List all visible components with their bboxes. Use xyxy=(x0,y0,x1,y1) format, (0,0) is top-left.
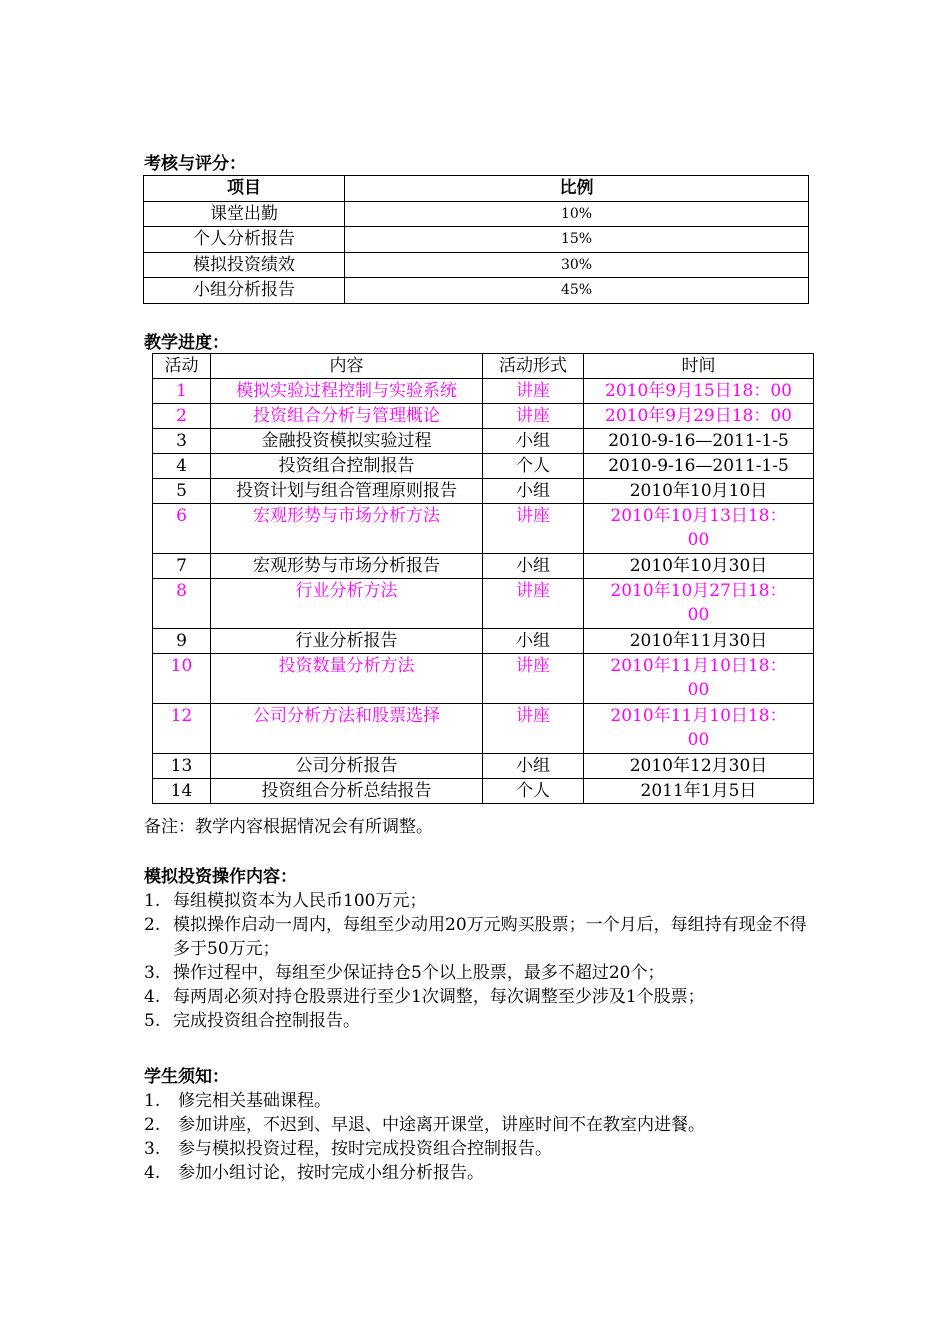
table-row xyxy=(144,227,809,253)
list-item xyxy=(144,1009,814,1033)
table-row xyxy=(153,429,814,454)
list-number: 4. xyxy=(144,1163,161,1183)
schedule-heading: 教学进度： xyxy=(144,333,229,353)
table-row xyxy=(153,754,814,779)
list-text: 参加小组讨论，按时完成小组分析报告。 xyxy=(178,1163,484,1183)
schedule-time: 2010年10月10日 xyxy=(584,479,814,504)
schedule-form: 讲座 xyxy=(483,504,584,554)
schedule-time: 2010年12月30日 xyxy=(584,754,814,779)
schedule-content: 行业分析报告 xyxy=(211,629,483,654)
schedule-form: 个人 xyxy=(483,454,584,479)
list-number: 2. xyxy=(144,915,161,935)
schedule-form: 小组 xyxy=(483,754,584,779)
schedule-form: 讲座 xyxy=(483,654,584,704)
table-row xyxy=(153,654,814,704)
list-item xyxy=(144,889,814,913)
students-heading: 学生须知： xyxy=(144,1067,229,1087)
list-item xyxy=(144,1137,814,1161)
schedule-activity-no: 13 xyxy=(153,754,211,779)
table-row xyxy=(144,201,809,227)
schedule-time: 2010年11月30日 xyxy=(584,629,814,654)
schedule-activity-no: 10 xyxy=(153,654,211,704)
schedule-content: 公司分析方法和股票选择 xyxy=(211,704,483,754)
schedule-header-activity: 活动 xyxy=(153,354,211,379)
list-item xyxy=(144,913,814,961)
schedule-form: 讲座 xyxy=(483,404,584,429)
schedule-form: 讲座 xyxy=(483,704,584,754)
table-row xyxy=(153,479,814,504)
grading-item: 课堂出勤 xyxy=(144,201,345,227)
schedule-time: 2010-9-16—2011-1-5 xyxy=(584,429,814,454)
schedule-form: 个人 xyxy=(483,779,584,804)
grading-item: 模拟投资绩效 xyxy=(144,252,345,278)
students-list xyxy=(144,1089,814,1185)
schedule-content: 宏观形势与市场分析报告 xyxy=(211,554,483,579)
schedule-content: 投资组合分析总结报告 xyxy=(211,779,483,804)
list-item xyxy=(144,1113,814,1137)
table-row xyxy=(153,554,814,579)
schedule-activity-no: 9 xyxy=(153,629,211,654)
grading-heading: 考核与评分： xyxy=(144,154,246,174)
table-row xyxy=(153,779,814,804)
list-text: 参加讲座，不迟到、早退、中途离开课堂，讲座时间不在教室内进餐。 xyxy=(178,1115,705,1135)
schedule-form: 小组 xyxy=(483,629,584,654)
schedule-time: 2010年10月27日18：00 xyxy=(584,579,814,629)
list-text: 参与模拟投资过程，按时完成投资组合控制报告。 xyxy=(178,1139,552,1159)
list-number: 3. xyxy=(144,1139,161,1159)
list-item xyxy=(144,985,814,1009)
schedule-header-form: 活动形式 xyxy=(483,354,584,379)
list-text: 每组模拟资本为人民币100万元； xyxy=(173,891,427,911)
grading-ratio: 15% xyxy=(345,227,809,253)
schedule-content: 投资组合分析与管理概论 xyxy=(211,404,483,429)
grading-item: 个人分析报告 xyxy=(144,227,345,253)
schedule-activity-no: 7 xyxy=(153,554,211,579)
schedule-content: 公司分析报告 xyxy=(211,754,483,779)
grading-header-ratio: 比例 xyxy=(345,176,809,202)
simulation-list xyxy=(144,889,814,1033)
list-text: 模拟操作启动一周内，每组至少动用20万元购买股票；一个月后，每组持有现金不得多于50万元； xyxy=(173,915,807,959)
schedule-header-time: 时间 xyxy=(584,354,814,379)
schedule-time: 2011年1月5日 xyxy=(584,779,814,804)
table-row xyxy=(144,252,809,278)
list-number: 5. xyxy=(144,1011,161,1031)
grading-header-item: 项目 xyxy=(144,176,345,202)
schedule-header-content: 内容 xyxy=(211,354,483,379)
grading-table xyxy=(143,175,809,304)
list-item xyxy=(144,1161,814,1185)
table-row xyxy=(153,404,814,429)
list-number: 1. xyxy=(144,1091,161,1111)
table-row xyxy=(153,454,814,479)
table-row xyxy=(153,579,814,629)
schedule-time: 2010年11月10日18：00 xyxy=(584,704,814,754)
schedule-content: 宏观形势与市场分析方法 xyxy=(211,504,483,554)
table-row xyxy=(153,704,814,754)
schedule-content: 投资计划与组合管理原则报告 xyxy=(211,479,483,504)
schedule-content: 金融投资模拟实验过程 xyxy=(211,429,483,454)
schedule-activity-no: 3 xyxy=(153,429,211,454)
table-row xyxy=(144,278,809,304)
schedule-content: 投资组合控制报告 xyxy=(211,454,483,479)
list-number: 4. xyxy=(144,987,161,1007)
schedule-form: 讲座 xyxy=(483,579,584,629)
schedule-content: 模拟实验过程控制与实验系统 xyxy=(211,379,483,404)
list-number: 2. xyxy=(144,1115,161,1135)
list-text: 完成投资组合控制报告。 xyxy=(173,1011,360,1031)
schedule-time: 2010年11月10日18：00 xyxy=(584,654,814,704)
schedule-activity-no: 12 xyxy=(153,704,211,754)
schedule-activity-no: 6 xyxy=(153,504,211,554)
schedule-content: 行业分析方法 xyxy=(211,579,483,629)
schedule-activity-no: 5 xyxy=(153,479,211,504)
list-number: 1. xyxy=(144,891,161,911)
schedule-activity-no: 2 xyxy=(153,404,211,429)
schedule-form: 小组 xyxy=(483,479,584,504)
list-number: 3. xyxy=(144,963,161,983)
schedule-form: 讲座 xyxy=(483,379,584,404)
schedule-form: 小组 xyxy=(483,429,584,454)
simulation-heading: 模拟投资操作内容： xyxy=(144,867,297,887)
list-text: 每两周必须对持仓股票进行至少1次调整，每次调整至少涉及1个股票； xyxy=(173,987,705,1007)
schedule-time: 2010年10月13日18：00 xyxy=(584,504,814,554)
schedule-activity-no: 1 xyxy=(153,379,211,404)
schedule-activity-no: 4 xyxy=(153,454,211,479)
grading-ratio: 30% xyxy=(345,252,809,278)
schedule-activity-no: 14 xyxy=(153,779,211,804)
list-text: 操作过程中，每组至少保证持仓5个以上股票，最多不超过20个； xyxy=(173,963,665,983)
list-text: 修完相关基础课程。 xyxy=(178,1091,331,1111)
table-row xyxy=(153,629,814,654)
schedule-time: 2010年9月29日18：00 xyxy=(584,404,814,429)
list-item xyxy=(144,1089,814,1113)
schedule-time: 2010年10月30日 xyxy=(584,554,814,579)
schedule-activity-no: 8 xyxy=(153,579,211,629)
list-item xyxy=(144,961,814,985)
grading-ratio: 10% xyxy=(345,201,809,227)
grading-ratio: 45% xyxy=(345,278,809,304)
schedule-note: 备注：教学内容根据情况会有所调整。 xyxy=(144,817,433,837)
grading-item: 小组分析报告 xyxy=(144,278,345,304)
schedule-table xyxy=(152,353,814,804)
schedule-form: 小组 xyxy=(483,554,584,579)
schedule-content: 投资数量分析方法 xyxy=(211,654,483,704)
schedule-time: 2010-9-16—2011-1-5 xyxy=(584,454,814,479)
schedule-time: 2010年9月15日18：00 xyxy=(584,379,814,404)
table-row xyxy=(153,504,814,554)
table-row xyxy=(153,379,814,404)
